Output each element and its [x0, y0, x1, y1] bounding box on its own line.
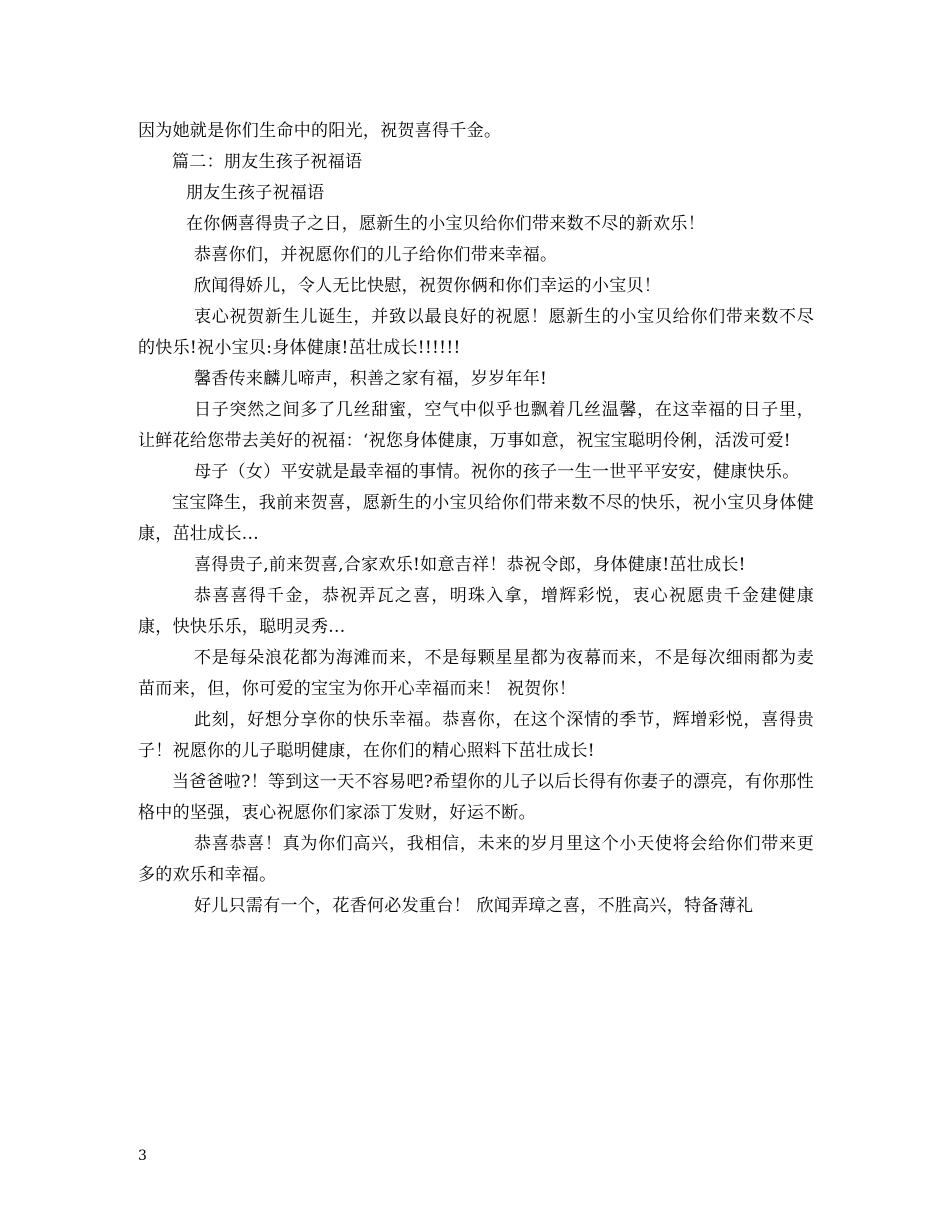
paragraph: 宝宝降生，我前来贺喜，愿新生的小宝贝给你们带来数不尽的快乐，祝小宝贝身体健康，茁壮成长...	[138, 493, 814, 544]
paragraph: 恭喜喜得千金，恭祝弄瓦之喜，明珠入拿，增辉彩悦，衷心祝愿贵千金建健康康，快快乐乐，聪明灵秀...	[138, 586, 814, 637]
paragraph: 在你俩喜得贵子之日，愿新生的小宝贝给你们带来数不尽的新欢乐！	[186, 214, 705, 234]
document-body	[138, 116, 814, 922]
paragraph: 喜得贵子,前来贺喜,合家欢乐!如意吉祥！恭祝令郎，身体健康!茁壮成长!	[194, 555, 746, 575]
paragraph: 恭喜恭喜！真为你们高兴，我相信，未来的岁月里这个小天使将会给你们带来更多的欢乐和幸福。	[138, 834, 814, 885]
section-heading: 篇二：朋友生孩子祝福语	[172, 152, 363, 172]
paragraph: 欣闻得娇儿，令人无比快慰，祝贺你俩和你们幸运的小宝贝！	[194, 276, 662, 296]
subheading: 朋友生孩子祝福语	[186, 183, 325, 203]
paragraph: 不是每朵浪花都为海滩而来，不是每颗星星都为夜幕而来，不是每次细雨都为麦苗而来，但，你可爱的宝宝为你开心幸福而来！ 祝贺你！	[138, 648, 814, 699]
paragraph: 恭喜你们，并祝愿你们的儿子给你们带来幸福。	[194, 245, 558, 265]
paragraph: 当爸爸啦?！等到这一天不容易吧?希望你的儿子以后长得有你妻子的漂亮，有你那性格中的坚强，衷心祝愿你们家添丁发财，好运不断。	[138, 772, 814, 823]
paragraph: 衷心祝贺新生儿诞生，并致以最良好的祝愿！愿新生的小宝贝给你们带来数不尽的快乐!祝小宝贝:身体健康!茁壮成长!!!!!!	[138, 307, 814, 358]
paragraph: 母子（女）平安就是最幸福的事情。祝你的孩子一生一世平平安安，健康快乐。	[194, 462, 800, 482]
paragraph: 日子突然之间多了几丝甜蜜，空气中似乎也飘着几丝温馨，在这幸福的日子里，让鲜花给您带去美好的祝福：‘祝您身体健康，万事如意，祝宝宝聪明伶俐，活泼可爱!	[138, 400, 814, 451]
paragraph: 因为她就是你们生命中的阳光，祝贺喜得千金。	[138, 121, 502, 141]
paragraph: 馨香传来麟儿啼声，积善之家有福，岁岁年年!	[194, 369, 548, 389]
paragraph: 此刻，好想分享你的快乐幸福。恭喜你，在这个深情的季节，辉增彩悦，喜得贵子！祝愿你的儿子聪明健康，在你们的精心照料下茁壮成长!	[138, 710, 814, 761]
paragraph: 好儿只需有一个，花香何必发重台！ 欣闻弄璋之喜，不胜高兴，特备薄礼	[194, 896, 754, 916]
page-number: 3	[138, 1148, 147, 1164]
